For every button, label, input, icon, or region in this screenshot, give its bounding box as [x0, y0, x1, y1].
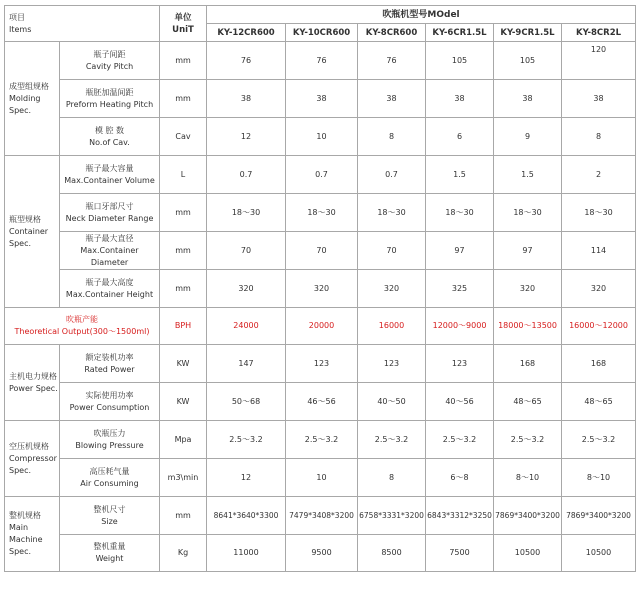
value-cell: 2.5～3.2 — [207, 421, 286, 459]
row-label — [60, 459, 160, 497]
row-label — [60, 118, 160, 156]
value-cell: 7869*3400*3200 — [562, 497, 636, 535]
value-cell: 38 — [562, 80, 636, 118]
model-name: KY-12CR600 — [207, 24, 286, 42]
row-label-cn: 额定装机功率 — [85, 352, 134, 362]
value-cell: 70 — [286, 232, 358, 270]
row-label — [60, 497, 160, 535]
row-label-cn: 整机重量 — [93, 542, 126, 551]
unit-cell: mm — [160, 194, 207, 232]
spec-row — [5, 42, 636, 80]
value-cell: 38 — [286, 80, 358, 118]
value-cell: 10 — [286, 459, 358, 497]
items-header-cell — [5, 6, 160, 42]
row-label-cn: 吹瓶产能 — [66, 315, 98, 324]
row-label — [60, 270, 160, 308]
value-cell: 0.7 — [286, 156, 358, 194]
value-cell: 18～30 — [426, 194, 494, 232]
row-label-cn: 实际使用功率 — [85, 390, 134, 400]
spec-row — [5, 194, 636, 232]
unit-cell: Kg — [160, 535, 207, 572]
spec-row — [5, 80, 636, 118]
value-cell: 6 — [426, 118, 494, 156]
spec-row — [5, 118, 636, 156]
unit-cell: mm — [160, 80, 207, 118]
value-cell: 8641*3640*3300 — [207, 497, 286, 535]
value-cell: 18～30 — [286, 194, 358, 232]
row-label-cn: 吹瓶压力 — [93, 428, 126, 438]
value-cell: 2.5～3.2 — [562, 421, 636, 459]
unit-header-en: UniT — [172, 24, 194, 35]
model-name: KY-10CR600 — [286, 24, 358, 42]
value-cell: 40～50 — [358, 383, 426, 421]
model-title: 吹瓶机型号MOdel — [207, 6, 636, 24]
value-cell: 2.5～3.2 — [286, 421, 358, 459]
row-label-cn: 瓶胚加温间距 — [85, 87, 134, 97]
group-label: 瓶型规格 Container Spec. — [5, 156, 60, 308]
row-label-cn: 模 腔 数 — [94, 125, 125, 135]
row-label — [60, 156, 160, 194]
value-cell: 7479*3408*3200 — [286, 497, 358, 535]
value-cell: 24000 — [207, 308, 286, 345]
unit-header-cell — [160, 6, 207, 42]
row-label-en: Blowing Pressure — [75, 440, 144, 450]
value-cell: 114 — [562, 232, 636, 270]
value-cell: 9 — [494, 118, 562, 156]
value-cell: 97 — [494, 232, 562, 270]
row-label — [60, 42, 160, 80]
spec-row — [5, 156, 636, 194]
value-cell: 46～56 — [286, 383, 358, 421]
spec-row — [5, 421, 636, 459]
row-label — [60, 232, 160, 270]
value-cell: 320 — [286, 270, 358, 308]
value-cell: 18000～13500 — [494, 308, 562, 345]
value-cell: 0.7 — [358, 156, 426, 194]
value-cell: 16000～12000 — [562, 308, 636, 345]
spec-row — [5, 308, 636, 345]
row-label-en: No.of Cav. — [89, 137, 130, 147]
unit-cell: Cav — [160, 118, 207, 156]
value-cell: 2.5～3.2 — [426, 421, 494, 459]
unit-cell: KW — [160, 383, 207, 421]
value-cell: 38 — [494, 80, 562, 118]
unit-header-cn: 单位 — [174, 12, 192, 23]
value-cell: 38 — [426, 80, 494, 118]
value-cell: 38 — [358, 80, 426, 118]
unit-cell: mm — [160, 232, 207, 270]
row-label — [60, 383, 160, 421]
value-cell: 12 — [207, 459, 286, 497]
unit-cell: BPH — [160, 308, 207, 345]
group-label: 整机规格 Main Machine Spec. — [5, 497, 60, 572]
spec-row — [5, 345, 636, 383]
value-cell: 18～30 — [207, 194, 286, 232]
value-cell: 8 — [358, 459, 426, 497]
value-cell: 1.5 — [494, 156, 562, 194]
value-cell: 8500 — [358, 535, 426, 572]
row-label-cn: 瓶子最大容量 — [85, 163, 134, 173]
items-header-cn: 项目 — [9, 13, 25, 22]
model-name: KY-8CR600 — [358, 24, 426, 42]
value-cell: 20000 — [286, 308, 358, 345]
group-label: 成型组规格 Molding Spec. — [5, 42, 60, 156]
row-label-en: Weight — [95, 554, 124, 563]
value-cell: 11000 — [207, 535, 286, 572]
value-cell: 2 — [562, 156, 636, 194]
model-name: KY-6CR1.5L — [426, 24, 494, 42]
model-name: KY-8CR2L — [562, 24, 636, 42]
value-cell: 168 — [562, 345, 636, 383]
row-label-en: Rated Power — [84, 364, 135, 374]
value-cell: 12000～9000 — [426, 308, 494, 345]
row-label-en: Preform Heating Pitch — [65, 99, 154, 109]
unit-cell: mm — [160, 497, 207, 535]
unit-cell: mm — [160, 270, 207, 308]
unit-cell: KW — [160, 345, 207, 383]
value-cell: 10500 — [494, 535, 562, 572]
value-cell: 320 — [207, 270, 286, 308]
value-cell: 8 — [562, 118, 636, 156]
value-cell: 320 — [562, 270, 636, 308]
group-label: 空压机规格 Compressor Spec. — [5, 421, 60, 497]
row-label-en: Air Consuming — [80, 478, 139, 488]
value-cell: 6～8 — [426, 459, 494, 497]
value-cell: 97 — [426, 232, 494, 270]
row-label — [5, 308, 160, 345]
spec-table — [4, 5, 636, 572]
value-cell: 7869*3400*3200 — [494, 497, 562, 535]
row-label-en: Theoretical Output(300～1500ml) — [14, 327, 150, 336]
value-cell: 8～10 — [494, 459, 562, 497]
row-label-cn: 整机尺寸 — [93, 504, 126, 514]
value-cell: 105 — [494, 42, 562, 80]
value-cell: 76 — [286, 42, 358, 80]
value-cell: 48～65 — [494, 383, 562, 421]
row-label — [60, 80, 160, 118]
value-cell: 1.5 — [426, 156, 494, 194]
value-cell: 320 — [494, 270, 562, 308]
row-label-cn: 瓶子最大直径 — [85, 233, 134, 243]
unit-cell: Mpa — [160, 421, 207, 459]
row-label-cn: 瓶子间距 — [93, 49, 126, 59]
unit-cell: m3\min — [160, 459, 207, 497]
value-cell: 7500 — [426, 535, 494, 572]
spec-row — [5, 497, 636, 535]
row-label-en: Max.Container Volume — [64, 175, 155, 185]
value-cell: 10500 — [562, 535, 636, 572]
group-label: 主机电力规格 Power Spec. — [5, 345, 60, 421]
row-label-en: Size — [101, 516, 118, 526]
spec-row — [5, 535, 636, 572]
unit-cell: mm — [160, 42, 207, 80]
spec-row — [5, 383, 636, 421]
value-cell: 8～10 — [562, 459, 636, 497]
items-header-en: Items — [9, 25, 32, 34]
value-cell: 40～56 — [426, 383, 494, 421]
value-cell: 70 — [207, 232, 286, 270]
row-label — [60, 535, 160, 572]
value-cell: 147 — [207, 345, 286, 383]
row-label-cn: 瓶口牙部尺寸 — [85, 201, 134, 211]
value-cell: 10 — [286, 118, 358, 156]
unit-cell: L — [160, 156, 207, 194]
value-cell: 2.5～3.2 — [494, 421, 562, 459]
value-cell: 16000 — [358, 308, 426, 345]
value-cell: 76 — [207, 42, 286, 80]
value-cell: 325 — [426, 270, 494, 308]
value-cell: 123 — [358, 345, 426, 383]
value-cell: 123 — [286, 345, 358, 383]
model-name: KY-9CR1.5L — [494, 24, 562, 42]
value-cell: 70 — [358, 232, 426, 270]
spec-row — [5, 232, 636, 270]
value-cell: 12 — [207, 118, 286, 156]
row-label-cn: 瓶子最大高度 — [85, 277, 134, 287]
value-cell: 38 — [207, 80, 286, 118]
row-label — [60, 421, 160, 459]
value-cell: 105 — [426, 42, 494, 80]
row-label-en: Max.Container Height — [65, 289, 154, 299]
value-cell: 18～30 — [562, 194, 636, 232]
row-label-en: Power Consumption — [69, 402, 150, 412]
value-cell: 48～65 — [562, 383, 636, 421]
value-cell: 18～30 — [494, 194, 562, 232]
value-cell: 18～30 — [358, 194, 426, 232]
value-cell: 123 — [426, 345, 494, 383]
row-label — [60, 345, 160, 383]
row-label-en: Max.Container Diameter — [80, 245, 139, 267]
row-label-cn: 高压耗气量 — [89, 466, 130, 476]
row-label-en: Cavity Pitch — [85, 61, 134, 71]
value-cell: 168 — [494, 345, 562, 383]
value-cell: 50～68 — [207, 383, 286, 421]
spec-row — [5, 270, 636, 308]
row-label — [60, 194, 160, 232]
value-cell: 0.7 — [207, 156, 286, 194]
row-label-en: Neck Diameter Range — [65, 213, 154, 223]
value-cell: 6758*3331*3200 — [358, 497, 426, 535]
value-cell: 120 — [562, 42, 636, 80]
value-cell: 6843*3312*3250 — [426, 497, 494, 535]
value-cell: 8 — [358, 118, 426, 156]
value-cell: 320 — [358, 270, 426, 308]
value-cell: 76 — [358, 42, 426, 80]
value-cell: 2.5～3.2 — [358, 421, 426, 459]
value-cell: 9500 — [286, 535, 358, 572]
spec-row — [5, 459, 636, 497]
